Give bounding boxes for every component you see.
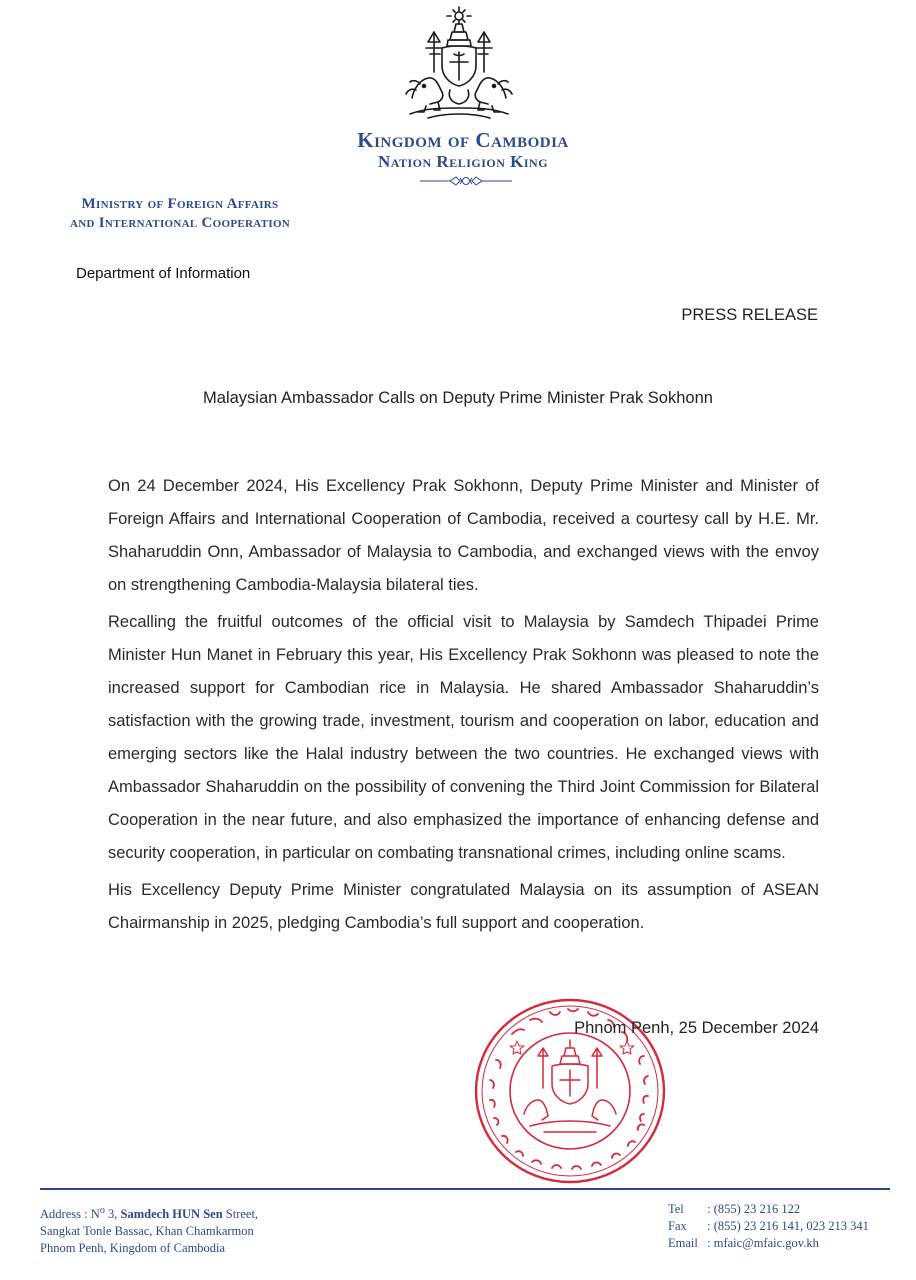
ornamental-divider-icon — [420, 174, 512, 188]
ministry-name-line1: Ministry of Foreign Affairs — [81, 196, 279, 212]
address-line1: Address : $N^o$ 3, Samdech HUN Sen Street, — [40, 1205, 259, 1222]
ministry-name-line2: and International Cooperation — [69, 215, 291, 231]
footer-address — [40, 1202, 258, 1257]
department-name: Department of Information — [76, 265, 251, 282]
contact-fax: Fax : (855) 23 216 141, 023 213 341 — [668, 1219, 869, 1233]
address-line2: Sangkat Tonle Bassac, Khan Chamkarmon — [40, 1224, 254, 1239]
document-type: PRESS RELEASE — [681, 306, 818, 324]
body-paragraph: Recalling the fruitful outcomes of the official visit to Malaysia by Samdech Thipadei Prime Minister Hun Manet in February this year, His Excellency Prak Sokhonn was pleased to note the increased support for Cambodian rice in Malaysia. He shared Ambassador Shaharuddin’s satisfaction with the growing trade, investment, tourism and cooperation on labor, education and emerging sectors like the Halal industry between the two countries. He exchanged views with Ambassador Shaharuddin on the possibility of convening the Third Joint Commission for Bilateral Cooperation in the near future, and also emphasized the importance of enhancing defense and security cooperation, in particular on combating transnational crimes, including online scams. — [108, 613, 819, 862]
contact-email: Email : mfaic@mfaic.gov.kh — [668, 1236, 819, 1250]
footer-contact — [668, 1201, 869, 1252]
press-release-headline: Malaysian Ambassador Calls on Deputy Prime Minister Prak Sokhonn — [203, 389, 713, 407]
date-line: Phnom Penh, 25 December 2024 — [574, 1019, 819, 1037]
kingdom-name: Kingdom of Cambodia — [357, 128, 569, 152]
royal-coat-of-arms-icon — [398, 6, 520, 122]
body-paragraph: His Excellency Deputy Prime Minister congratulated Malaysia on its assumption of ASEAN Chairmanship in 2025, pledging Cambodia’s full support and cooperation. — [108, 881, 819, 932]
press-release-body — [108, 470, 819, 944]
contact-tel: Tel : (855) 23 216 122 — [668, 1202, 801, 1216]
national-motto: Nation Religion King — [377, 152, 549, 171]
footer-divider — [40, 1188, 890, 1190]
address-line3: Phnom Penh, Kingdom of Cambodia — [40, 1241, 226, 1256]
body-paragraph: On 24 December 2024, His Excellency Prak Sokhonn, Deputy Prime Minister and Minister of Foreign Affairs and International Cooperation of Cambodia, received a courtesy call by H.E. Mr. Shaharuddin Onn, Ambassador of Malaysia to Cambodia, and exchanged views with the envoy on strengthening Cambodia-Malaysia bilateral ties. — [108, 477, 819, 594]
